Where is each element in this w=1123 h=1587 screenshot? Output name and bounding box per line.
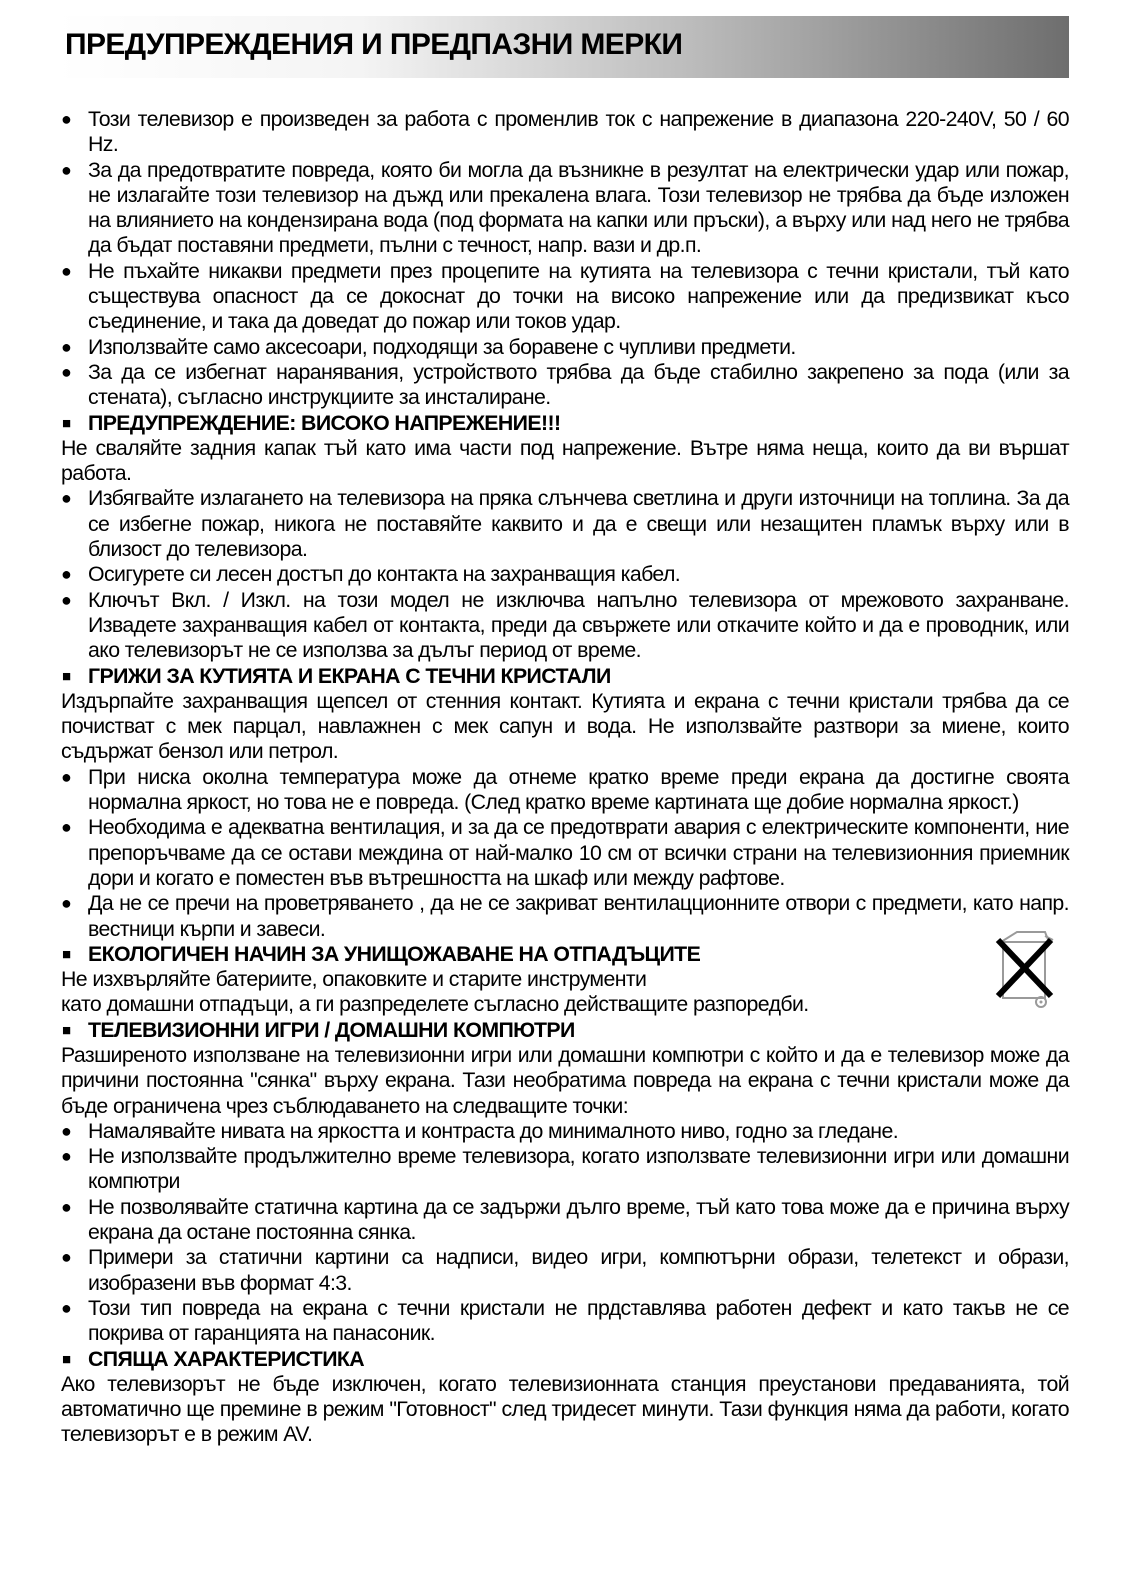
high-voltage-bullet: ● Избягвайте излагането на телевизора на пряка слънчева светлина и други източници на топлина. За да се избегне пожар, никога не поставяйте каквито и да е свещи или незащитен пламък върху или в близост до телевизора. (61, 486, 1069, 562)
games-bullet: ● Този тип повреда на екрана с течни кристали не прдставлява работен дефект и като такъв не се покрива от гаранцията на панасоник. (61, 1296, 1069, 1347)
intro-bullet: ● За да се избегнат наранявания, устройството трябва да бъде стабилно закрепено за пода (или за стената), съгласно инструкциите за инсталиране. (61, 360, 1069, 411)
paragraph-sleep: Ако телевизорът не бъде изключен, когато телевизионната станция преустанови предаванията, той автоматично ще премине в режим "Готовност" след тридесет минути. Тази функция няма да работи, когато телевизорът е в режим AV. (61, 1371, 1069, 1447)
section-heading-games: ■ ТЕЛЕВИЗИОННИ ИГРИ / ДОМАШНИ КОМПЮТРИ (61, 1018, 1069, 1043)
content (61, 107, 1069, 1448)
care-bullet: ● Да не се пречи на проветряването , да не се закриват вентилацционните отвори с предмети, като напр. вестници кърпи и завеси. (61, 891, 1069, 942)
eco-section (61, 942, 1069, 1018)
section-heading-high-voltage: ■ ПРЕДУПРЕЖДЕНИЕ: ВИСОКО НАПРЕЖЕНИЕ!!! (61, 411, 1069, 436)
intro-bullet: ● Използвайте само аксесоари, подходящи за боравене с чупливи предмети. (61, 335, 1069, 360)
section-heading-sleep: ■ СПЯЩА ХАРАКТЕРИСТИКА (61, 1347, 1069, 1372)
high-voltage-bullet: ● Ключът Вкл. / Изкл. на този модел не изключва напълно телевизора от мрежовото захранване. Извадете захранващия кабел от контакта, преди да свържете или откачите който и да е проводник, или ако телевизорът не се използва за дълъг период от време. (61, 588, 1069, 664)
page-header (57, 16, 1069, 78)
intro-bullet: ● Не пъхайте никакви предмети през процепите на кутията на телевизора с течни кристали, тъй като съществува опасност да се докоснат до точки на високо напрежение или да предизвикат късо съединение, и така да доведат до пожар или токов удар. (61, 259, 1069, 335)
paragraph-care: Издърпайте захранващия щепсел от стенния контакт. Кутията и екрана с течни кристали трябва да се почистват с мек парцал, навлажнен с мек сапун и вода. Не използвайте разтвори за миене, които съдържат бензол или петрол. (61, 688, 1069, 764)
section-heading-care: ■ ГРИЖИ ЗА КУТИЯТА И ЕКРАНА С ТЕЧНИ КРИСТАЛИ (61, 664, 1069, 689)
intro-bullet: ● Този телевизор е произведен за работа с променлив ток с напрежение в диапазона 220-240V, 50 / 60 Hz. (61, 107, 1069, 158)
care-bullet: ● Необходима е адекватна вентилация, и за да се предотврати авария с електрическите компоненти, ние препоръчваме да се остави междина от най-малко 10 см от всички страни на телевизионния приемник дори и когато е поместен във вътрешността на шкаф или между рафтове. (61, 815, 1069, 891)
section-heading-eco: ■ ЕКОЛОГИЧЕН НАЧИН ЗА УНИЩОЖАВАНЕ НА ОТПАДЪЦИТЕ (61, 942, 1069, 967)
eco-line: Не изхвърляйте батериите, опаковките и старите инструменти (61, 967, 647, 992)
care-bullet: ● При ниска околна температура може да отнеме кратко време преди екрана да достигне своята нормална яркост, но това не е повреда. (След кратко време картината ще добие нормална яркост.) (61, 765, 1069, 816)
paragraph-high-voltage: Не сваляйте задния капак тъй като има части под напрежение. Вътре няма неща, които да ви вършат работа. (61, 435, 1069, 486)
eco-line: като домашни отпадъци, а ги разпределете съгласно действащите разпоредби. (61, 992, 809, 1017)
intro-bullet: ● За да предотвратите повреда, която би могла да възникне в резултат на електрически удар или пожар, не излагайте този телевизор на дъжд или прекалена влага. Този телевизор не трябва да бъде изложен на влиянието на кондензирана вода (под формата на капки или пръски), а върху или над него не трябва да бъдат поставяни предмети, пълни с течност, напр. вази и др.п. (61, 158, 1069, 259)
high-voltage-bullet: ● Осигурете си лесен достъп до контакта на захранващия кабел. (61, 562, 1069, 587)
games-bullet: ● Примери за статични картини са надписи, видео игри, компютърни образи, телетекст и образи, изобразени във формат 4:3. (61, 1245, 1069, 1296)
page-title: ПРЕДУПРЕЖДЕНИЯ И ПРЕДПАЗНИ МЕРКИ (65, 28, 683, 61)
paragraph-games: Разширеното използване на телевизионни игри или домашни компютри с който и да е телевизор може да причини постоянна "сянка" върху екрана. Тази необратима повреда на екрана с течни кристали може да бъде ограничена чрез съблюдаването на следващите точки: (61, 1042, 1069, 1118)
games-bullet: ● Намалявайте нивата на яркостта и контраста до минималното ниво, годно за гледане. (61, 1119, 1069, 1144)
games-bullet: ● Не използвайте продължително време телевизора, когато използвате телевизионни игри или домашни компютри (61, 1144, 1069, 1195)
games-bullet: ● Не позволявайте статична картина да се задържи дълго време, тъй като това може да е причина върху екрана да остане постоянна сянка. (61, 1195, 1069, 1246)
crossed-out-wheelie-bin-icon (993, 926, 1057, 1012)
